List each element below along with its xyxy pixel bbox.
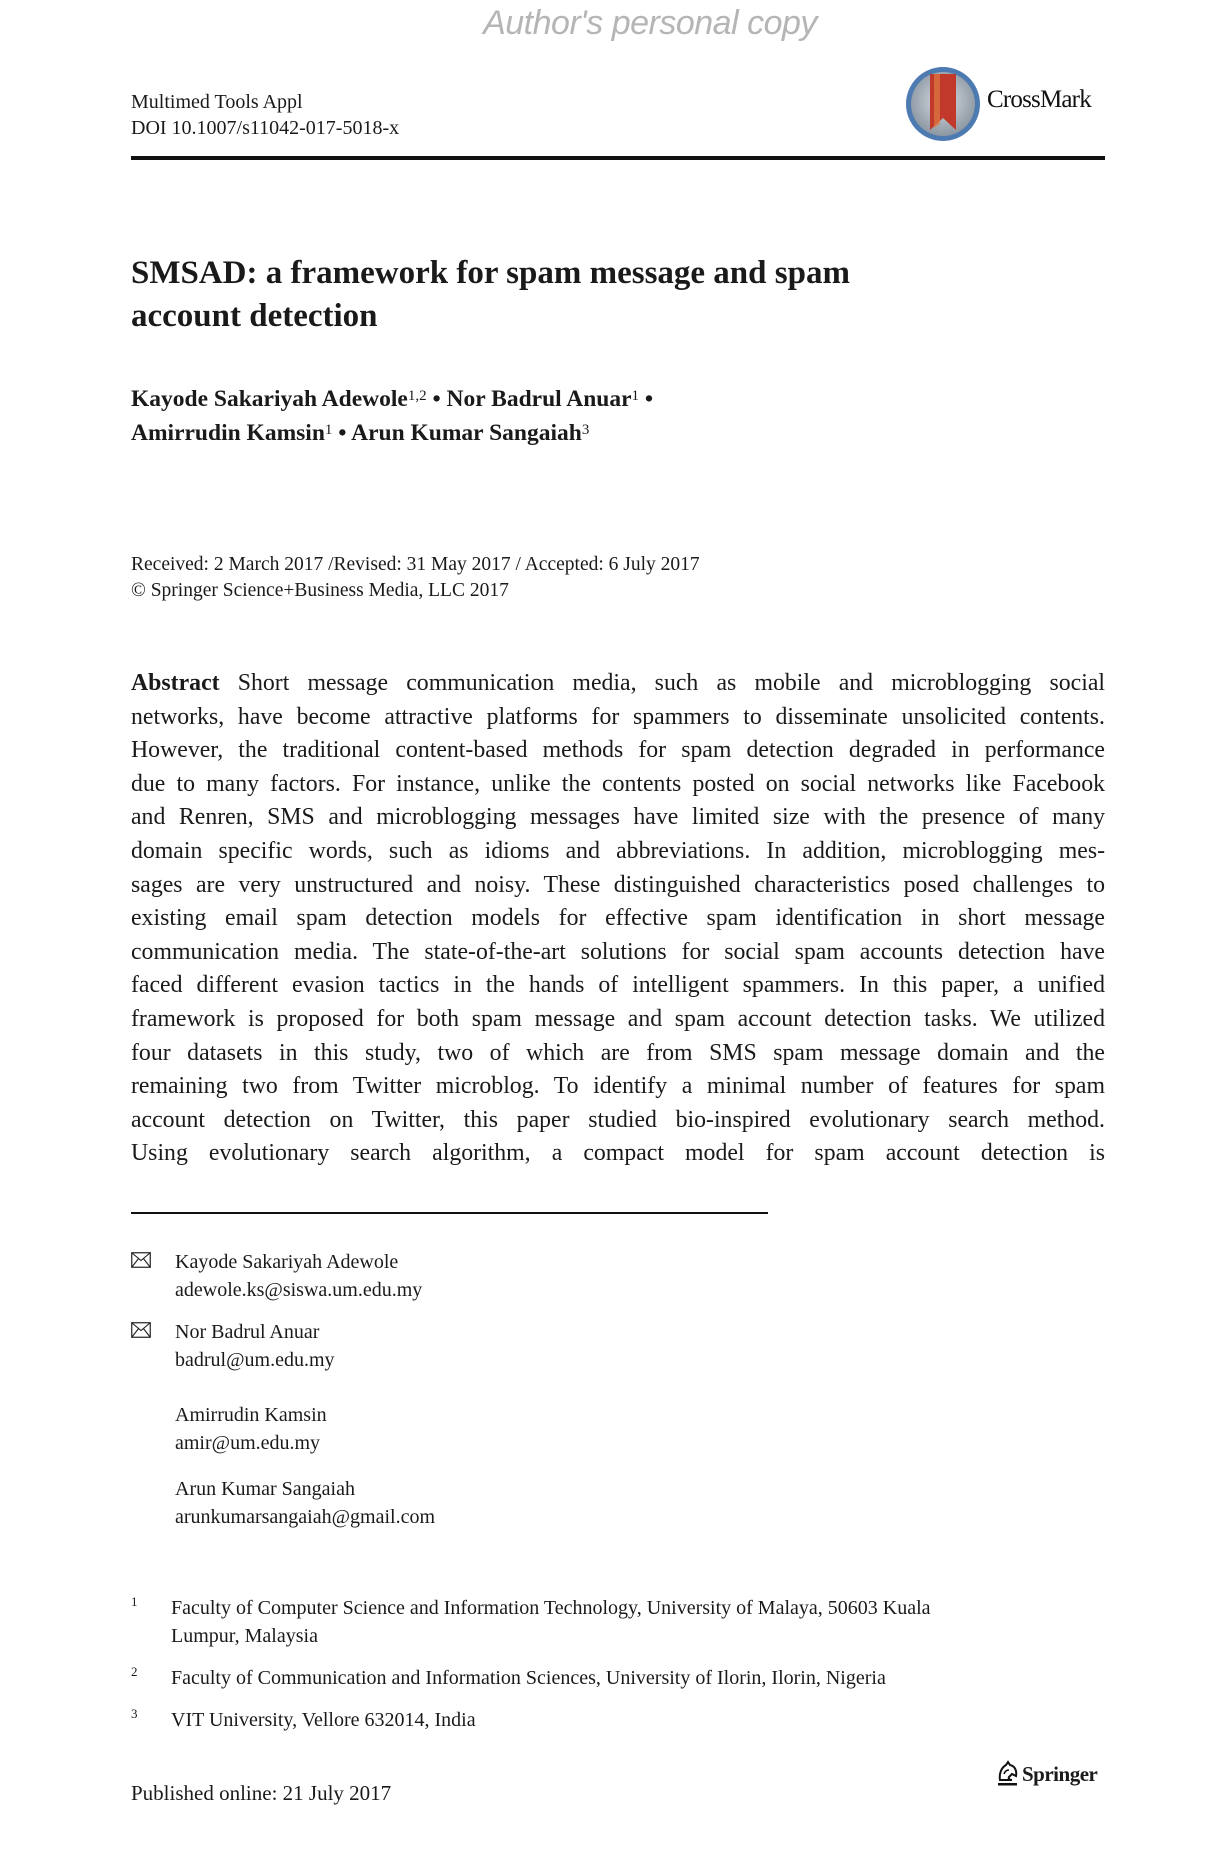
abstract-line: due to many factors. For instance, unlike the contents posted on social networks like Facebook — [131, 770, 1105, 797]
affiliation-number: 3 — [131, 1706, 138, 1721]
springer-logo — [996, 1760, 1116, 1792]
crossmark-badge[interactable] — [903, 64, 1113, 144]
contact-name: Arun Kumar Sangaiah — [175, 1478, 355, 1500]
contact-name: Kayode Sakariyah Adewole — [175, 1251, 399, 1273]
abstract — [131, 667, 1105, 1171]
title-line: account detection — [131, 298, 378, 334]
crossmark-icon — [903, 64, 983, 144]
affiliation — [131, 1594, 1091, 1650]
affiliation-line: Faculty of Communication and Information Sciences, University of Ilorin, Ilorin, Nigeria — [171, 1667, 886, 1689]
abstract-line: domain specific words, such as idioms and abbreviations. In addition, microblogging mes- — [131, 837, 1105, 864]
crossmark-label: CrossMark — [987, 86, 1091, 113]
received-revised-accepted: Received: 2 March 2017 /Revised: 31 May 2017 / Accepted: 6 July 2017 — [131, 554, 700, 575]
author-name[interactable]: Kayode Sakariyah Adewole — [131, 386, 408, 412]
abstract-line: framework is proposed for both spam message and spam account detection tasks. We utilized — [131, 1005, 1105, 1032]
abstract-line: sages are very unstructured and noisy. These distinguished characteristics posed challenges to — [131, 871, 1105, 898]
abstract-line: faced different evasion tactics in the hands of intelligent spammers. In this paper, a unified — [131, 972, 1105, 999]
affiliation-line: VIT University, Vellore 632014, India — [171, 1709, 476, 1731]
author-separator: • — [332, 420, 352, 446]
author-affiliation-mark: 1,2 — [407, 388, 427, 404]
affiliation-line: Faculty of Computer Science and Information Technology, University of Malaya, 50603 Kuala — [171, 1597, 931, 1619]
abstract-line: and Renren, SMS and microblogging messages have limited size with the presence of many — [131, 804, 1105, 831]
author-separator: • — [426, 386, 447, 412]
envelope-icon — [131, 1252, 151, 1268]
publication-history — [131, 552, 700, 604]
journal-name: Multimed Tools Appl — [131, 91, 303, 113]
contact-entry — [131, 1318, 831, 1374]
contact-entry — [131, 1248, 831, 1304]
copyright: © Springer Science+Business Media, LLC 2017 — [131, 580, 509, 601]
envelope-icon — [131, 1322, 151, 1338]
affiliation-line: Lumpur, Malaysia — [171, 1625, 318, 1647]
abstract-line: four datasets in this study, two of which are from SMS spam message domain and the — [131, 1039, 1105, 1066]
springer-wordmark: Springer — [1022, 1762, 1098, 1786]
abstract-line: However, the traditional content-based methods for spam detection degraded in performance — [131, 737, 1105, 764]
contact-name: Amirrudin Kamsin — [175, 1404, 327, 1426]
published-online: Published online: 21 July 2017 — [131, 1781, 392, 1805]
contact-email[interactable]: badrul@um.edu.my — [175, 1349, 335, 1371]
author-affiliation-mark: 1 — [631, 388, 640, 404]
affiliation — [131, 1664, 1091, 1692]
author-name[interactable]: Nor Badrul Anuar — [446, 386, 632, 412]
author-name[interactable]: Amirrudin Kamsin — [131, 420, 325, 446]
author-separator: • — [639, 386, 654, 412]
journal-header — [131, 89, 399, 141]
affiliation — [131, 1706, 1091, 1734]
abstract-label: Abstract — [131, 670, 220, 696]
contact-entry — [131, 1401, 831, 1457]
contact-name: Nor Badrul Anuar — [175, 1321, 320, 1343]
affiliation-number: 1 — [131, 1594, 138, 1609]
footnote-rule — [131, 1212, 768, 1214]
author-affiliation-mark: 3 — [581, 422, 590, 438]
header-rule — [131, 156, 1105, 160]
affiliation-number: 2 — [131, 1664, 138, 1679]
author-affiliation-mark: 1 — [324, 422, 333, 438]
abstract-line: networks, have become attractive platforms for spammers to disseminate unsolicited contents. — [131, 703, 1105, 730]
author-name[interactable]: Arun Kumar Sangaiah — [351, 420, 582, 446]
abstract-line: Short message communication media, such as mobile and microblogging social — [237, 670, 1105, 696]
abstract-line: Using evolutionary search algorithm, a compact model for spam account detection is — [131, 1140, 1105, 1167]
title-line: SMSAD: a framework for spam message and spam — [131, 255, 850, 291]
abstract-line: existing email spam detection models for effective spam identification in short message — [131, 905, 1105, 932]
doi[interactable]: DOI 10.1007/s11042-017-5018-x — [131, 117, 400, 139]
abstract-line: communication media. The state-of-the-art solutions for social spam accounts detection have — [131, 938, 1105, 965]
abstract-line: account detection on Twitter, this paper studied bio-inspired evolutionary search method. — [131, 1106, 1105, 1133]
paper-title — [131, 252, 1031, 338]
watermark: Author's personal copy — [483, 4, 817, 42]
contact-email[interactable]: adewole.ks@siswa.um.edu.my — [175, 1279, 423, 1301]
abstract-line: remaining two from Twitter microblog. To identify a minimal number of features for spam — [131, 1073, 1105, 1100]
contact-entry — [131, 1475, 831, 1531]
contact-email[interactable]: arunkumarsangaiah@gmail.com — [175, 1506, 435, 1528]
springer-horse-icon — [996, 1760, 1020, 1788]
contact-email[interactable]: amir@um.edu.my — [175, 1432, 321, 1454]
author-list — [131, 382, 1031, 450]
